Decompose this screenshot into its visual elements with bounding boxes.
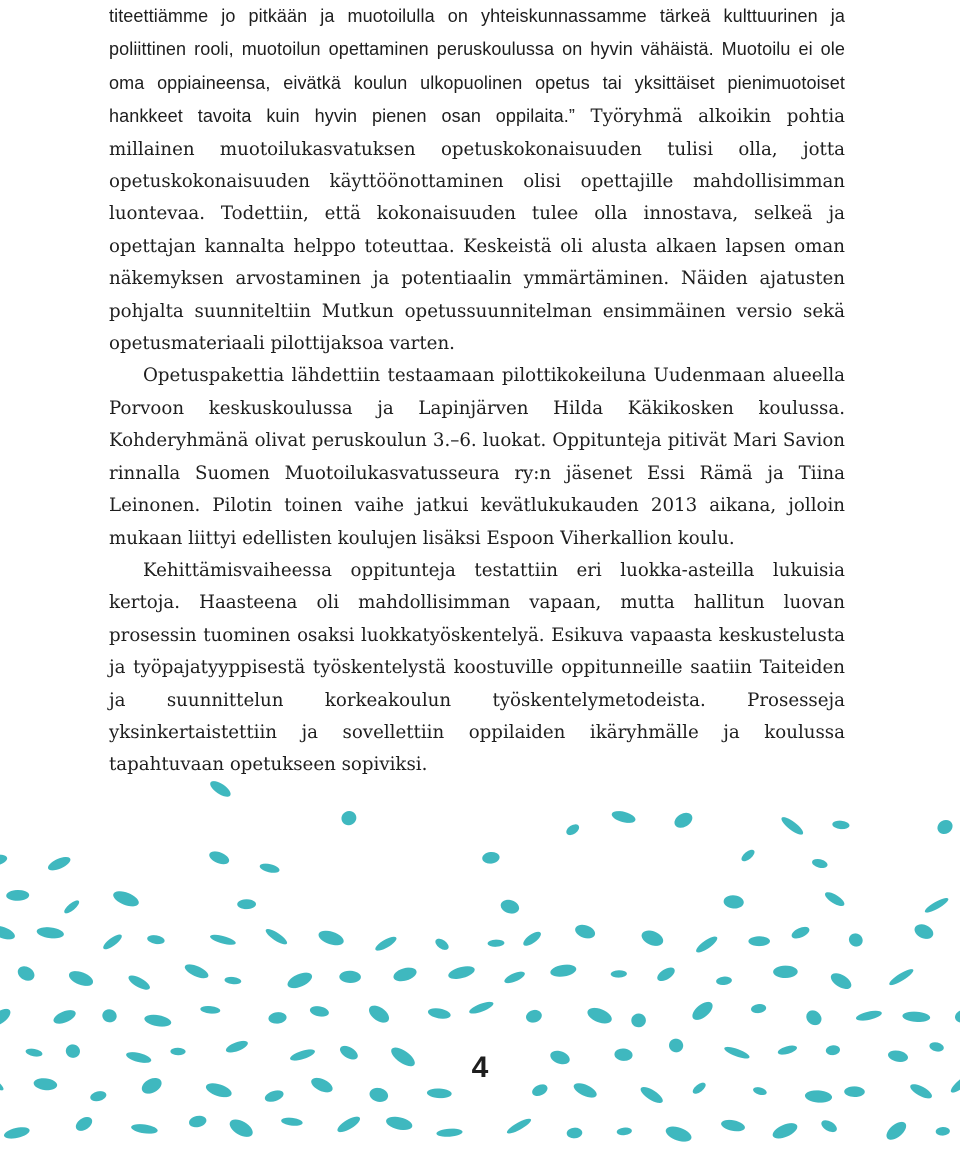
pattern-dot bbox=[6, 890, 29, 901]
pattern-dot bbox=[611, 970, 627, 978]
pattern-dot bbox=[0, 1006, 13, 1030]
pattern-dot bbox=[610, 809, 636, 825]
pattern-dot bbox=[740, 848, 757, 864]
pattern-dot bbox=[828, 970, 854, 992]
pattern-dot bbox=[89, 1090, 107, 1103]
pattern-dot bbox=[15, 963, 37, 983]
pattern-dot bbox=[855, 1009, 883, 1023]
pattern-dot bbox=[188, 1114, 208, 1129]
pattern-dot bbox=[285, 969, 314, 991]
pattern-dot bbox=[573, 922, 597, 940]
pattern-dot bbox=[263, 1088, 285, 1104]
pattern-dot bbox=[716, 976, 732, 986]
pattern-dot bbox=[773, 965, 798, 978]
pattern-dot bbox=[131, 1123, 159, 1136]
paragraph-2: Opetuspakettia lähdettiin testaamaan pilottikokeiluna Uudenmaan alueella Porvoon keskuskoulussa ja Lapinjärven Hilda Käkikosken koulussa. Kohderyhmänä olivat peruskoulun 3.–6. luokat. Oppitunteja pitivät Mari Savion rinnalla Suomen Muotoilukasvatusseura ry:n jäsenet Essi Rämä ja Tiina Leinonen. Pilotin toinen vaihe jatkui kevätlukukauden 2013 aikana, jolloin mukaan liittyi edellisten koulujen lisäksi Espoon Viherkallion koulu. bbox=[109, 365, 845, 549]
pattern-dot bbox=[723, 894, 744, 909]
pattern-dot bbox=[883, 1118, 909, 1143]
pattern-dot bbox=[564, 822, 581, 837]
body-text bbox=[109, 0, 845, 782]
pattern-dot bbox=[126, 973, 151, 993]
pattern-dot bbox=[335, 1114, 362, 1135]
pattern-dot bbox=[823, 890, 846, 909]
pattern-dot bbox=[521, 929, 543, 948]
pattern-dot bbox=[505, 1116, 532, 1136]
pattern-dot bbox=[374, 934, 399, 953]
pattern-dot bbox=[689, 998, 716, 1023]
pattern-dot bbox=[770, 1120, 799, 1142]
pattern-dot bbox=[655, 965, 677, 984]
pattern-dot bbox=[525, 1008, 544, 1024]
pattern-dot bbox=[237, 899, 256, 909]
pattern-dot bbox=[46, 854, 72, 873]
pattern-dot bbox=[804, 1089, 832, 1103]
pattern-dot bbox=[549, 963, 577, 979]
page-number: 4 bbox=[471, 1051, 489, 1084]
pattern-dot bbox=[923, 896, 950, 915]
pattern-dot bbox=[672, 810, 695, 831]
pattern-dot bbox=[427, 1088, 452, 1099]
pattern-dot bbox=[832, 820, 850, 830]
pattern-dot bbox=[3, 1125, 31, 1141]
pattern-dot bbox=[499, 898, 521, 916]
pattern-dot bbox=[339, 971, 361, 984]
pattern-dot bbox=[748, 936, 770, 946]
pattern-dot bbox=[847, 931, 865, 949]
pattern-dot bbox=[902, 1011, 930, 1023]
pattern-dot bbox=[147, 934, 166, 945]
pattern-dot bbox=[803, 1007, 824, 1028]
pattern-dot bbox=[427, 1007, 451, 1021]
pattern-dot bbox=[616, 1127, 632, 1136]
pattern-dot bbox=[143, 1013, 172, 1028]
pattern-dot bbox=[385, 1115, 414, 1133]
pattern-dot bbox=[720, 1118, 746, 1133]
pattern-dot bbox=[436, 1128, 463, 1138]
pattern-dot bbox=[0, 852, 8, 868]
pattern-dot bbox=[487, 939, 504, 947]
pattern-dot bbox=[36, 926, 65, 940]
pattern-dot bbox=[585, 1005, 614, 1027]
pattern-dot bbox=[935, 817, 955, 836]
pattern-dot bbox=[811, 858, 828, 870]
pattern-dot bbox=[224, 976, 241, 985]
decorative-dot-pattern bbox=[0, 780, 960, 1151]
paragraph-3: Kehittämisvaiheessa oppitunteja testattiin eri luokka-asteilla lukuisia kertoja. Haasteena oli mahdollisimman vapaan, mutta hallitun luovan prosessin tuominen osaksi luokkatyöskentelyä. Esikuva vapaasta keskustelusta ja työpajatyyppisestä työskentelystä koostuville oppitunneille saatiin Taiteiden ja suunnittelun korkeakoulun työskentelymetodeista. Prosesseja yksinkertaistettiin ja sovellettiin oppilaiden ikäryhmälle ja koulussa tapahtuvaan opetukseen sopiviksi. bbox=[109, 559, 845, 776]
pattern-dot bbox=[392, 965, 418, 984]
pattern-dot bbox=[309, 1005, 330, 1018]
pattern-dot bbox=[208, 780, 233, 800]
pattern-dot bbox=[887, 967, 915, 988]
paragraph-1 bbox=[109, 0, 845, 360]
pattern-dot bbox=[62, 898, 81, 915]
pattern-dot bbox=[366, 1002, 392, 1026]
pattern-dot bbox=[779, 814, 805, 837]
pattern-dot bbox=[639, 928, 665, 949]
pattern-dot bbox=[912, 922, 935, 942]
pattern-dot bbox=[259, 862, 281, 875]
paragraph-1-text: Työryhmä alkoikin pohtia millainen muotoilukasvatuksen opetuskokonaisuuden tulisi olla, jotta opetuskokonaisuuden käyttöönottaminen olisi opettajille mahdollisimman luontevaa. Todettiin, että kokonaisuuden tulee olla innostava, selkeä ja opettajan kannalta helppo toteuttaa. Keskeistä oli alusta alkaen lapsen oman näkemyksen arvostaminen ja potentiaalin ymmärtäminen. Näiden ajatusten pohjalta suunniteltiin Mutkun opetussuunnitelman ensimmäinen versio sekä opetusmateriaali pilottijaksoa varten. bbox=[109, 106, 845, 355]
pattern-dot bbox=[694, 934, 719, 955]
pattern-dot bbox=[631, 1013, 646, 1027]
pattern-dot bbox=[482, 851, 500, 864]
pattern-dot bbox=[339, 809, 358, 828]
pattern-dot bbox=[0, 923, 17, 942]
pattern-dot bbox=[468, 999, 495, 1015]
pattern-dot bbox=[52, 1007, 78, 1026]
pattern-dot bbox=[101, 932, 124, 952]
pattern-dot bbox=[209, 933, 237, 947]
pattern-dot bbox=[200, 1005, 221, 1014]
quote-continuation: titeettiämme jo pitkään ja muotoilulla on yhteiskunnassamme tärkeä kulttuurinen ja poliittinen rooli, muotoilun opettaminen peruskoulussa on hyvin vähäistä. Muotoilu ei ole oma oppiaineensa, eivätkä koulun ulkopuolinen opetus tai yksittäiset pienimuotoiset hankkeet tavoita kuin hyvin pienen osan oppilaita.” bbox=[109, 6, 845, 127]
pattern-dot bbox=[790, 925, 811, 941]
pattern-dot bbox=[368, 1086, 389, 1104]
pattern-dot bbox=[433, 936, 450, 952]
pattern-dot bbox=[447, 964, 476, 982]
pattern-dot bbox=[281, 1117, 303, 1127]
pattern-dot bbox=[183, 962, 210, 982]
pattern-dot bbox=[101, 1008, 118, 1024]
pattern-dot bbox=[207, 849, 231, 867]
pattern-dot bbox=[664, 1124, 694, 1145]
pattern-dot bbox=[819, 1118, 839, 1135]
pattern-dot bbox=[67, 968, 95, 989]
pattern-dot bbox=[935, 1127, 950, 1136]
pattern-dot bbox=[503, 969, 526, 985]
pattern-dot bbox=[268, 1011, 287, 1024]
pattern-dot bbox=[264, 926, 289, 946]
pattern-dot bbox=[954, 1008, 960, 1024]
pattern-dot bbox=[317, 928, 346, 948]
pattern-dot bbox=[750, 1003, 766, 1014]
pattern-dot bbox=[73, 1114, 94, 1134]
pattern-dot bbox=[566, 1127, 582, 1139]
pattern-dot bbox=[111, 888, 141, 909]
pattern-dot bbox=[227, 1116, 256, 1141]
